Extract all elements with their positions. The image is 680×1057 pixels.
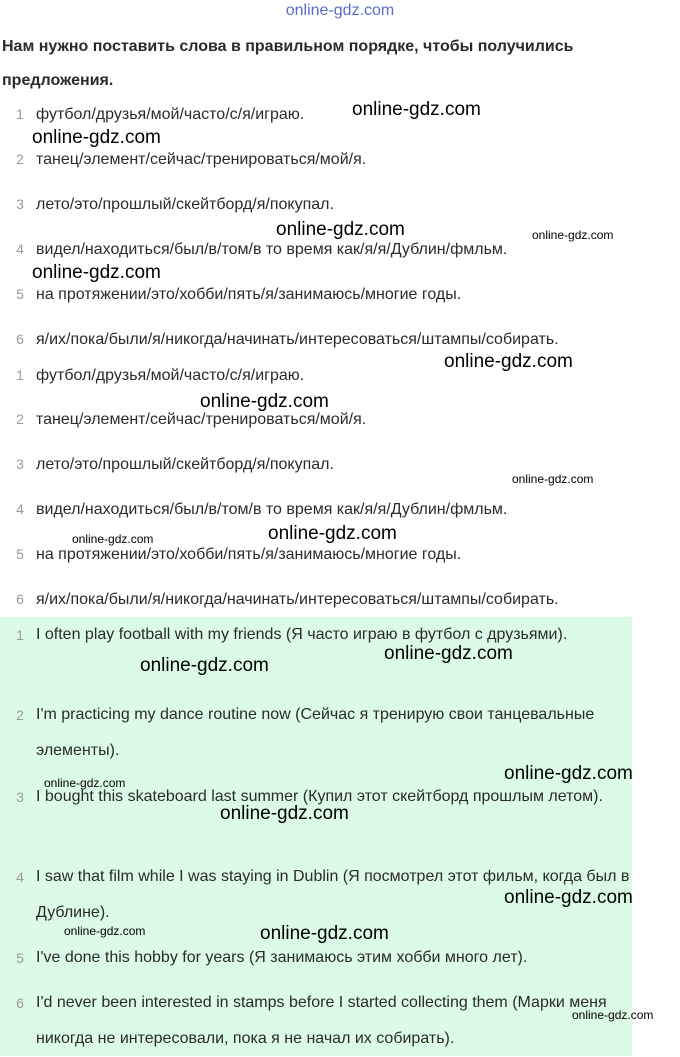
item-number: 5 <box>16 286 24 302</box>
watermark: online-gdz.com <box>276 219 405 240</box>
list-item <box>0 589 680 613</box>
watermark: online-gdz.com <box>200 391 329 412</box>
item-text: танец/элемент/сейчас/тренироваться/мой/я. <box>36 151 367 168</box>
item-text: на протяжении/это/хобби/пять/я/занимаюсь/многие годы. <box>36 286 462 303</box>
answer-text: I'm practicing my dance routine now (Сейчас я тренирую свои танцевальные элементы). <box>36 706 595 759</box>
task-title: Нам нужно поставить слова в правильном порядке, чтобы получились предложения. <box>2 38 574 89</box>
watermark: online-gdz.com <box>32 262 161 283</box>
list-item <box>0 194 680 218</box>
list-item <box>0 365 680 389</box>
item-number: 5 <box>16 546 24 562</box>
item-number: 2 <box>16 411 24 427</box>
answer-text: I'd never been interested in stamps before I started collecting them (Марки меня никогда не интересовали, пока я не начал их собирать). <box>36 994 607 1047</box>
answer-number: 6 <box>16 995 24 1011</box>
answer-number: 3 <box>16 789 24 805</box>
watermark: online-gdz.com <box>444 351 573 372</box>
item-number: 1 <box>16 367 24 383</box>
item-text: видел/находиться/был/в/том/в то время как/я/я/Дублин/фмльм. <box>36 241 508 258</box>
item-text: футбол/друзья/мой/часто/с/я/играю. <box>36 367 305 384</box>
item-text: видел/находиться/был/в/том/в то время как/я/я/Дублин/фмльм. <box>36 501 508 518</box>
item-text: я/их/пока/были/я/никогда/начинать/интересоваться/штампы/собирать. <box>36 331 559 348</box>
list-item <box>0 104 680 128</box>
answer-number: 1 <box>16 627 24 643</box>
list-item <box>0 284 680 308</box>
watermark: online-gdz.com <box>352 99 481 120</box>
watermark: online-gdz.com <box>512 472 594 486</box>
item-text: танец/элемент/сейчас/тренироваться/мой/я. <box>36 411 367 428</box>
item-number: 1 <box>16 106 24 122</box>
item-number: 3 <box>16 196 24 212</box>
answer-text: I often play football with my friends (Я часто играю в футбол с друзьями). <box>36 626 568 643</box>
item-number: 6 <box>16 591 24 607</box>
watermark: online-gdz.com <box>260 923 389 944</box>
item-number: 3 <box>16 456 24 472</box>
watermark: online-gdz.com <box>572 1008 654 1022</box>
answers-panel <box>0 617 632 1056</box>
answer-number: 2 <box>16 707 24 723</box>
answer-number: 5 <box>16 950 24 966</box>
watermark: online-gdz.com <box>268 523 397 544</box>
list-item <box>0 329 680 353</box>
watermark: online-gdz.com <box>504 887 633 908</box>
answer-text: I bought this skateboard last summer (Купил этот скейтборд прошлым летом). <box>36 788 603 805</box>
item-text: я/их/пока/были/я/никогда/начинать/интересоваться/штампы/собирать. <box>36 591 559 608</box>
item-text: лето/это/прошлый/скейтборд/я/покупал. <box>36 456 334 473</box>
watermark: online-gdz.com <box>532 228 614 242</box>
watermark: online-gdz.com <box>220 803 349 824</box>
list-item <box>0 499 680 523</box>
item-number: 4 <box>16 241 24 257</box>
watermark: online-gdz.com <box>44 776 126 790</box>
answer-number: 4 <box>16 869 24 885</box>
item-text: лето/это/прошлый/скейтборд/я/покупал. <box>36 196 334 213</box>
watermark: online-gdz.com <box>140 655 269 676</box>
item-number: 6 <box>16 331 24 347</box>
item-text: на протяжении/это/хобби/пять/я/занимаюсь/многие годы. <box>36 546 462 563</box>
watermark: online-gdz.com <box>64 924 146 938</box>
site-header-watermark: online-gdz.com <box>285 2 395 19</box>
watermark: online-gdz.com <box>32 127 161 148</box>
watermark: online-gdz.com <box>504 763 633 784</box>
list-item <box>0 544 680 568</box>
watermark: online-gdz.com <box>384 643 513 664</box>
item-number: 4 <box>16 501 24 517</box>
answer-text: I saw that film while I was staying in Dublin (Я посмотрел этот фильм, когда был в Дублине). <box>36 868 630 921</box>
list-item <box>0 149 680 173</box>
list-item <box>0 409 680 433</box>
item-number: 2 <box>16 151 24 167</box>
answer-text: I've done this hobby for years (Я занимаюсь этим хобби много лет). <box>36 949 528 966</box>
list-item <box>0 239 680 263</box>
watermark: online-gdz.com <box>72 532 154 546</box>
item-text: футбол/друзья/мой/часто/с/я/играю. <box>36 106 305 123</box>
